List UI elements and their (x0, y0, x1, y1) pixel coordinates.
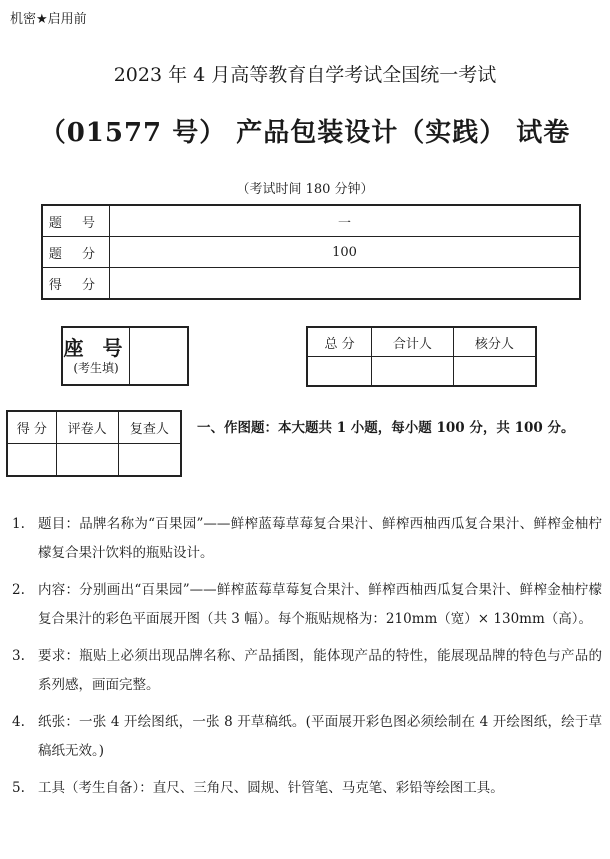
grader-header: 评卷人 (56, 411, 118, 444)
section-title: 一、作图题：本大题共 1 小题，每小题 100 分，共 100 分。 (197, 420, 575, 436)
total-score-cell[interactable] (307, 357, 372, 387)
total-score-table (306, 326, 537, 387)
verifier-header: 核分人 (453, 327, 536, 357)
tallier-header: 合计人 (372, 327, 454, 357)
item-number: 2. (12, 582, 25, 598)
table-row (7, 411, 181, 444)
item-number: 5. (12, 780, 25, 796)
table-row (42, 205, 580, 237)
total-score-header: 总 分 (307, 327, 372, 357)
item-number: 3. (12, 648, 25, 664)
item-text: 纸张：一张 4 开绘图纸，一张 8 开草稿纸。(平面展开彩色图必须绘制在 4 开绘图纸，绘于草稿纸无效。) (38, 714, 602, 759)
exam-title: 2023 年 4 月高等教育自学考试全国统一考试 (113, 64, 497, 86)
obtained-score-label: 得 分 (42, 268, 110, 300)
verifier-cell[interactable] (453, 357, 536, 387)
seat-subtitle: (考生填) (73, 361, 119, 375)
list-item (12, 642, 602, 700)
grader-cell[interactable] (56, 444, 118, 477)
table-row (42, 237, 580, 268)
seat-number-input[interactable] (130, 328, 187, 384)
table-row (7, 444, 181, 477)
item-text: 工具（考生自备）：直尺、三角尺、圆规、针管笔、马克笔、彩铅等绘图工具。 (38, 780, 504, 796)
item-text: 内容：分别画出“百果园”——鲜榨蓝莓草莓复合果汁、鲜榨西柚西瓜复合果汁、鲜榨金柚柠檬复合果汁的彩色平面展开图（共 3 幅）。每个瓶贴规格为：210mm（宽）× 130mm（高）。 (38, 582, 602, 627)
question-number-label: 题 号 (42, 205, 110, 237)
score-table (41, 204, 581, 300)
confidential-label: 机密★启用前 (10, 12, 87, 27)
seat-title: 座 号 (63, 336, 129, 360)
table-row (42, 268, 580, 300)
item-number: 4. (12, 714, 25, 730)
question-number-value: 一 (110, 205, 581, 237)
item-text: 题目：品牌名称为“百果园”——鲜榨蓝莓草莓复合果汁、鲜榨西柚西瓜复合果汁、鲜榨金柚柠檬复合果汁饮料的瓶贴设计。 (38, 516, 602, 561)
list-item (12, 510, 602, 568)
question-items (12, 510, 602, 811)
list-item (12, 576, 602, 634)
table-row (307, 327, 536, 357)
list-item (12, 708, 602, 766)
question-score-value: 100 (110, 237, 581, 268)
seat-label-cell (63, 328, 130, 384)
reviewer-cell[interactable] (118, 444, 181, 477)
reviewer-header: 复查人 (118, 411, 181, 444)
table-row (307, 357, 536, 387)
item-text: 要求：瓶贴上必须出现品牌名称、产品插图，能体现产品的特性，能展现品牌的特色与产品的系列感，画面完整。 (38, 648, 602, 693)
score-cell[interactable] (7, 444, 56, 477)
tallier-cell[interactable] (372, 357, 454, 387)
list-item (12, 774, 602, 803)
exam-duration: （考试时间 180 分钟） (236, 182, 374, 197)
grader-table (6, 410, 182, 477)
question-score-label: 题 分 (42, 237, 110, 268)
seat-number-box (61, 326, 189, 386)
score-header: 得 分 (7, 411, 56, 444)
paper-subtitle: （01577 号） 产品包装设计（实践） 试卷 (39, 118, 571, 148)
item-number: 1. (12, 516, 25, 532)
obtained-score-cell[interactable] (110, 268, 581, 300)
